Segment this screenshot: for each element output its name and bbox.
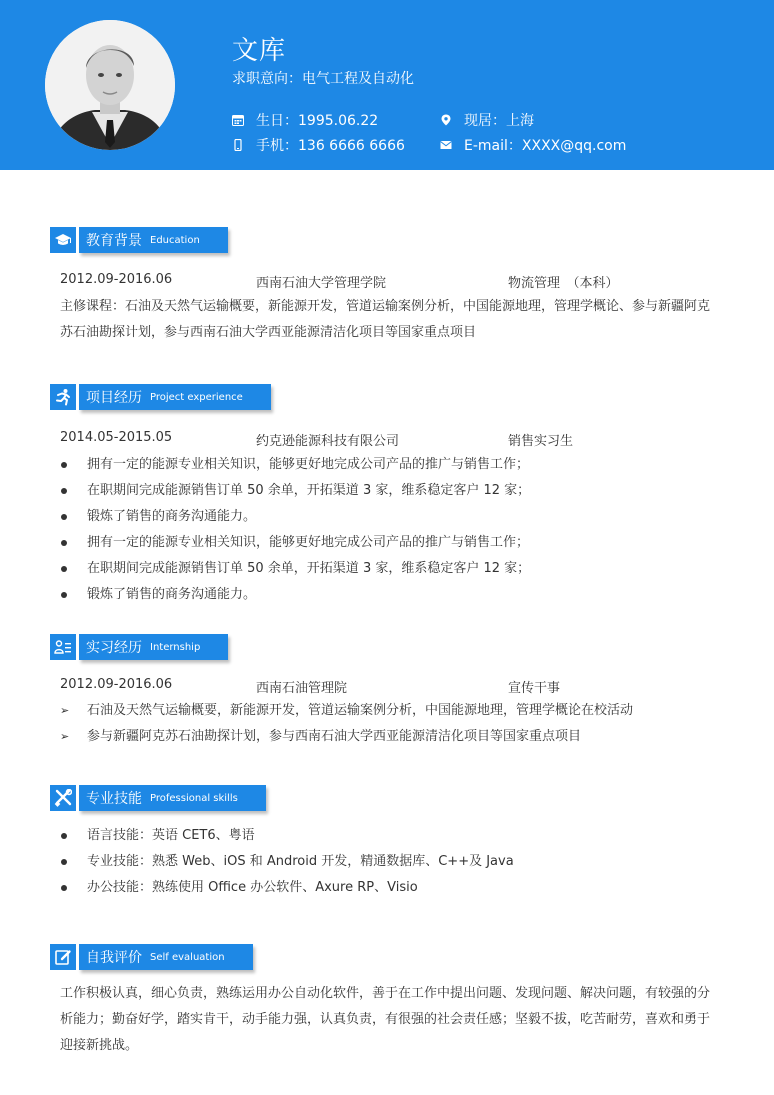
- section-education-header: [50, 227, 228, 253]
- edit-icon: [50, 944, 76, 970]
- list-item: [60, 504, 530, 530]
- list-item: [60, 823, 514, 849]
- education-major: 物流管理 （本科）: [508, 276, 619, 291]
- location-text: 现居：上海: [464, 113, 534, 129]
- list-item-text: 在职期间完成能源销售订单 50 余单，开拓渠道 3 家，维系稳定客户 12 家；: [87, 561, 531, 576]
- bullet-dot: [61, 488, 67, 494]
- portrait-photo: [45, 20, 175, 150]
- section-project-header: [50, 384, 271, 410]
- section-title-en: Internship: [150, 641, 201, 653]
- list-item-text: 办公技能：熟练使用 Office 办公软件、Axure RP、Visio: [87, 880, 418, 895]
- internship-role: 宣传干事: [508, 681, 561, 696]
- phone-info: [232, 135, 405, 155]
- graduation-cap-icon: [50, 227, 76, 253]
- user-list-icon: [50, 634, 76, 660]
- list-item-text: 石油及天然气运输概要，新能源开发，管道运输案例分析，中国能源地理，管理学概论在校活动: [87, 703, 634, 718]
- candidate-name: 文库: [232, 36, 287, 66]
- section-self-header: [50, 944, 253, 970]
- section-title: 项目经历: [86, 390, 142, 406]
- header-banner: [0, 0, 774, 170]
- section-title: 自我评价: [86, 950, 142, 966]
- project-bullet-list: [60, 452, 530, 608]
- list-item: [60, 556, 530, 582]
- job-intent: 求职意向：电气工程及自动化: [232, 71, 414, 87]
- calendar-icon: [232, 114, 244, 126]
- section-title: 教育背景: [86, 233, 142, 249]
- list-item-text: 参与新疆阿克苏石油勘探计划，参与西南石油大学西亚能源清洁化项目等国家重点项目: [87, 729, 582, 744]
- section-title-en: Professional skills: [150, 792, 238, 804]
- list-item: [60, 875, 514, 901]
- list-item-text: 锻炼了销售的商务沟通能力。: [87, 509, 257, 524]
- list-item-text: 语言技能：英语 CET6、粤语: [87, 828, 255, 843]
- list-item-text: 在职期间完成能源销售订单 50 余单，开拓渠道 3 家，维系稳定客户 12 家；: [87, 483, 531, 498]
- bullet-dot: [61, 592, 67, 598]
- tools-icon: [50, 785, 76, 811]
- section-title: 专业技能: [86, 791, 142, 807]
- list-item: [60, 582, 530, 608]
- mail-icon: [440, 139, 452, 151]
- internship-date: 2012.09-2016.06: [60, 677, 173, 692]
- bullet-dot: [61, 540, 67, 546]
- section-internship-header: [50, 634, 228, 660]
- bullet-dot: [61, 462, 67, 468]
- section-project-bar: [79, 384, 271, 410]
- project-role: 销售实习生: [508, 434, 574, 449]
- email-info: [440, 135, 626, 155]
- bullet-dot: [61, 514, 67, 520]
- self-evaluation-text: 工作积极认真，细心负责，熟练运用办公自动化软件，善于在工作中提出问题、发现问题、解决问题，有较强的分析能力；勤奋好学，踏实肯干，动手能力强，认真负责，有很强的社会责任感；坚毅不拔，吃苦耐劳，喜欢和勇于迎接新挑战。: [60, 986, 711, 1053]
- list-item-text: 拥有一定的能源专业相关知识，能够更好地完成公司产品的推广与销售工作；: [87, 535, 530, 550]
- project-company: 约克逊能源科技有限公司: [256, 434, 400, 449]
- list-item: [60, 698, 633, 724]
- section-self-bar: [79, 944, 253, 970]
- phone-icon: [232, 139, 244, 151]
- location-info: [440, 110, 534, 130]
- arrow-bullet-icon: ➢: [60, 704, 70, 717]
- running-person-icon: [50, 384, 76, 410]
- list-item: [60, 724, 633, 750]
- internship-org: 西南石油管理院: [256, 681, 348, 696]
- bullet-dot: [61, 885, 67, 891]
- education-courses: 主修课程：石油及天然气运输概要，新能源开发，管道运输案例分析，中国能源地理，管理学概论、参与新疆阿克苏石油勘探计划，参与西南石油大学西亚能源清洁化项目等国家重点项目: [60, 299, 711, 340]
- bullet-dot: [61, 566, 67, 572]
- skills-bullet-list: [60, 823, 514, 901]
- list-item-text: 拥有一定的能源专业相关知识，能够更好地完成公司产品的推广与销售工作；: [87, 457, 530, 472]
- bullet-dot: [61, 833, 67, 839]
- section-title: 实习经历: [86, 640, 142, 656]
- avatar: [45, 20, 175, 150]
- list-item: [60, 849, 514, 875]
- list-item: [60, 530, 530, 556]
- internship-arrow-list: [60, 698, 633, 750]
- location-pin-icon: [440, 114, 452, 126]
- list-item-text: 专业技能：熟悉 Web、iOS 和 Android 开发，精通数据库、C++及 Java: [87, 854, 514, 869]
- list-item: [60, 452, 530, 478]
- project-date: 2014.05-2015.05: [60, 430, 173, 445]
- birth-info: [232, 110, 378, 130]
- education-school: 西南石油大学管理学院: [256, 276, 387, 291]
- phone-text: 手机：136 6666 6666: [256, 138, 405, 154]
- birth-text: 生日：1995.06.22: [256, 113, 379, 129]
- section-skills-bar: [79, 785, 266, 811]
- list-item-text: 锻炼了销售的商务沟通能力。: [87, 587, 257, 602]
- section-title-en: Self evaluation: [150, 951, 225, 963]
- education-date: 2012.09-2016.06: [60, 272, 173, 287]
- section-title-en: Education: [150, 234, 200, 246]
- email-text: E-mail：XXXX@qq.com: [464, 138, 627, 154]
- section-skills-header: [50, 785, 266, 811]
- section-title-en: Project experience: [150, 391, 243, 403]
- section-education-bar: [79, 227, 228, 253]
- arrow-bullet-icon: ➢: [60, 730, 70, 743]
- list-item: [60, 478, 530, 504]
- section-internship-bar: [79, 634, 228, 660]
- bullet-dot: [61, 859, 67, 865]
